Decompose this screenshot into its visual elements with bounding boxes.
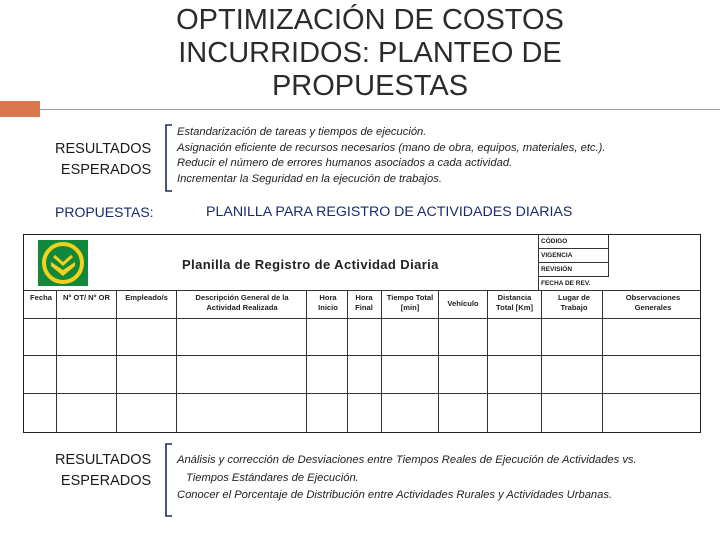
form-divider: [24, 355, 700, 356]
bullet-item: Asignación eficiente de recursos necesarios (mano de obra, equipos, materiales, etc.).: [177, 141, 606, 154]
bullet-item: Estandarización de tareas y tiempos de ejecución.: [177, 126, 427, 138]
code-row: CÓDIGO: [539, 235, 609, 249]
column-header: Hora Inicio: [318, 293, 338, 312]
column-header: Vehículo: [447, 299, 479, 308]
column-divider: [116, 291, 117, 432]
column-header: Nº OT/ Nº OR: [63, 293, 110, 302]
activity-form-image: [23, 234, 701, 433]
column-divider: [541, 291, 542, 432]
proposals-label: PROPUESTAS:: [55, 204, 154, 220]
column-divider: [487, 291, 488, 432]
results-label-line-1: RESULTADOS: [55, 141, 152, 157]
column-header: Descripción General de la Actividad Realizada: [195, 293, 289, 312]
column-divider: [438, 291, 439, 432]
results-label-line-2: ESPERADOS: [60, 473, 152, 489]
title-line-1: OPTIMIZACIÓN DE COSTOS: [176, 4, 564, 36]
results-bullet-list: [176, 125, 605, 187]
results-label: [55, 139, 151, 181]
column-header: Hora Final: [355, 293, 373, 312]
column-divider: [176, 291, 177, 432]
bullet-item: Conocer el Porcentaje de Distribución entre Actividades Rurales y Actividades Urbanas.: [177, 489, 613, 502]
bracket-icon: [160, 443, 174, 519]
code-row: FECHA DE REV.: [541, 280, 591, 287]
code-row: VIGENCIA: [539, 249, 609, 263]
logo-emblem-icon: [38, 240, 88, 286]
results-label-line-2: ESPERADOS: [60, 162, 152, 178]
document-code-box: [538, 235, 609, 291]
column-header: Distancia Total [Km]: [496, 293, 533, 312]
column-divider: [381, 291, 382, 432]
title-line-3: PROPUESTAS: [271, 70, 469, 102]
accent-bar: [0, 101, 40, 117]
company-logo: [38, 240, 88, 286]
title-line-2: INCURRIDOS: PLANTEO DE: [178, 37, 562, 69]
column-header: Observaciones Generales: [625, 293, 681, 312]
bullet-item: Análisis y corrección de Desviaciones entre Tiempos Reales de Ejecución de Actividades vs.: [177, 454, 637, 466]
form-divider: [24, 393, 700, 394]
column-divider: [56, 291, 57, 432]
bracket-icon: [160, 124, 174, 194]
column-header: Empleado/s: [125, 293, 168, 302]
proposal-heading: PLANILLA PARA REGISTRO DE ACTIVIDADES DIARIAS: [206, 204, 573, 220]
bullet-item: Reducir el número de errores humanos asociados a cada actividad.: [177, 157, 513, 170]
slide-title: [120, 4, 620, 103]
column-divider: [347, 291, 348, 432]
column-divider: [306, 291, 307, 432]
results-label: [55, 450, 151, 492]
title-divider: [40, 109, 720, 110]
code-row: REVISIÓN: [539, 263, 609, 277]
column-header: Tiempo Total [min]: [386, 293, 434, 312]
column-header: Lugar de Trabajo: [557, 293, 591, 312]
bullet-item: Incrementar la Seguridad en la ejecución de trabajos.: [177, 172, 442, 185]
form-divider: [24, 290, 700, 291]
form-title: Planilla de Registro de Actividad Diaria: [182, 257, 439, 272]
results-label-line-1: RESULTADOS: [55, 452, 152, 468]
column-divider: [602, 291, 603, 432]
column-header: Fecha: [30, 293, 52, 302]
results-bullet-list: [176, 452, 637, 505]
bullet-continuation: Tiempos Estándares de Ejecución.: [186, 471, 359, 484]
form-divider: [24, 318, 700, 319]
